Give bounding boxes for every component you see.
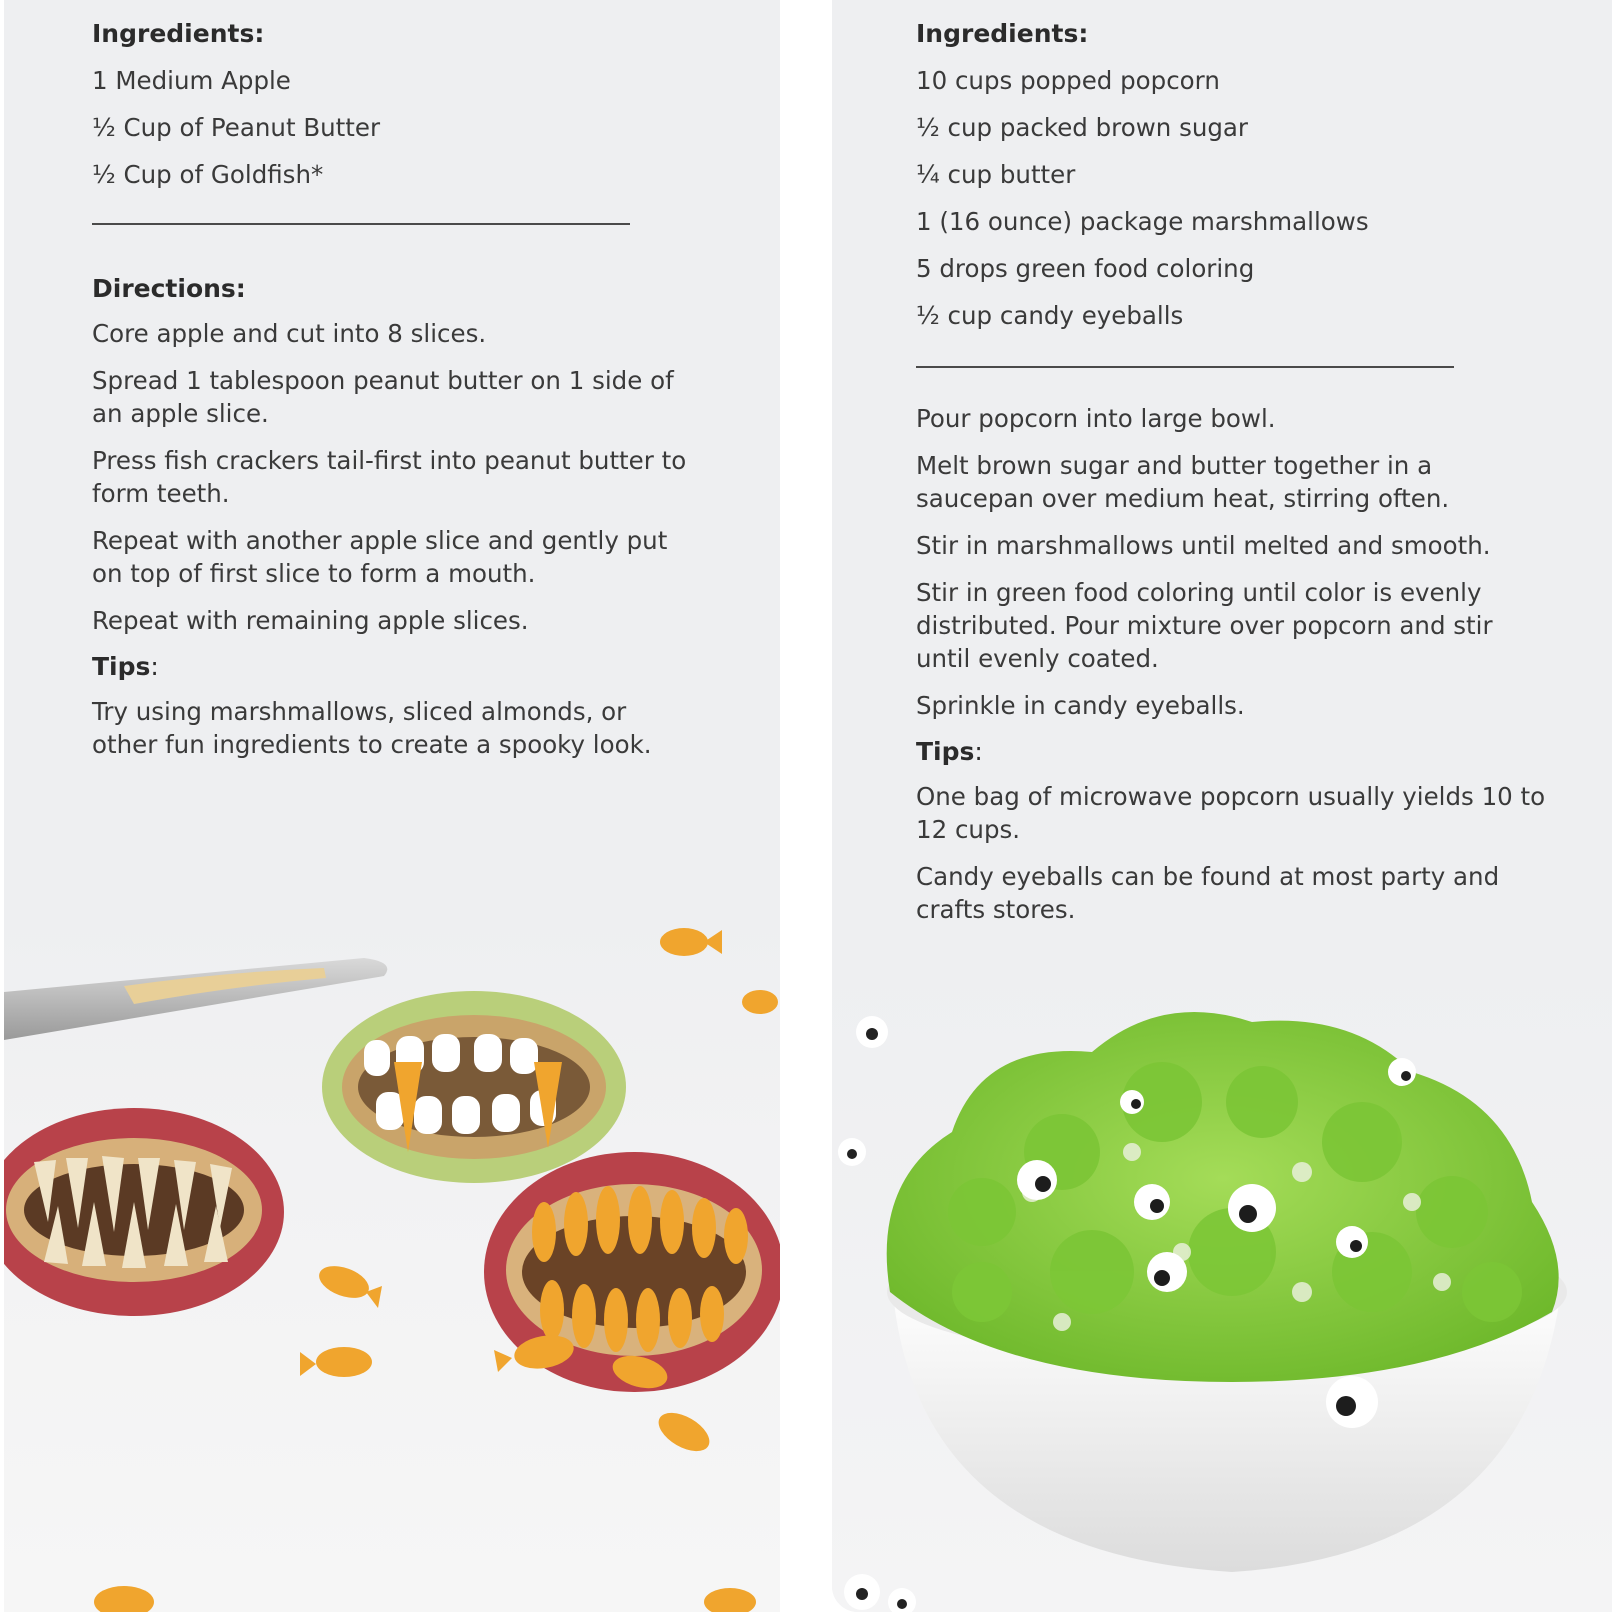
tips-heading-label: Tips — [916, 737, 975, 766]
directions-heading: Directions: — [92, 274, 246, 303]
recipe-text-left — [92, 0, 692, 775]
ingredients-heading: Ingredients: — [92, 19, 265, 48]
direction-step: Press fish crackers tail-first into peanut butter to form teeth. — [92, 446, 687, 508]
recipe-text-right — [916, 0, 1546, 940]
direction-step: Repeat with remaining apple slices. — [92, 606, 529, 635]
monster-popcorn-photo — [832, 952, 1612, 1612]
direction-step: Core apple and cut into 8 slices. — [92, 319, 487, 348]
ingredient-item: 1 (16 ounce) package marshmallows — [916, 207, 1369, 236]
directions-list — [92, 317, 692, 637]
ingredient-item: 5 drops green food coloring — [916, 254, 1255, 283]
ingredients-list — [916, 64, 1546, 332]
ingredient-item: 1 Medium Apple — [92, 66, 291, 95]
tips-list — [916, 780, 1546, 926]
direction-step: Spread 1 tablespoon peanut butter on 1 side of an apple slice. — [92, 366, 674, 428]
tips-heading — [92, 651, 692, 683]
direction-step: Stir in marshmallows until melted and smooth. — [916, 531, 1491, 560]
direction-step: Repeat with another apple slice and gently put on top of first slice to form a mouth. — [92, 526, 668, 588]
tip-item: One bag of microwave popcorn usually yields 10 to 12 cups. — [916, 782, 1546, 844]
tips-heading-colon: : — [974, 737, 983, 766]
ingredient-item: ½ Cup of Goldfish* — [92, 160, 324, 189]
tips-heading-label: Tips — [92, 652, 151, 681]
directions-list — [916, 402, 1546, 722]
ingredient-item: 10 cups popped popcorn — [916, 66, 1220, 95]
ingredient-item: ½ cup packed brown sugar — [916, 113, 1248, 142]
section-divider — [916, 366, 1454, 368]
ingredient-item: ¼ cup butter — [916, 160, 1076, 189]
apple-mouths-photo — [4, 912, 780, 1612]
direction-step: Melt brown sugar and butter together in a saucepan over medium heat, stirring often. — [916, 451, 1450, 513]
direction-step: Pour popcorn into large bowl. — [916, 404, 1276, 433]
direction-step: Sprinkle in candy eyeballs. — [916, 691, 1245, 720]
ingredient-item: ½ Cup of Peanut Butter — [92, 113, 381, 142]
section-divider — [92, 223, 630, 225]
tips-heading-colon: : — [150, 652, 159, 681]
recipe-card-apple-mouths — [4, 0, 780, 1612]
tips-heading — [916, 736, 1546, 768]
recipe-card-monster-popcorn — [832, 0, 1612, 1612]
tip-item: Candy eyeballs can be found at most party and crafts stores. — [916, 862, 1500, 924]
ingredient-item: ½ cup candy eyeballs — [916, 301, 1184, 330]
tips-list — [92, 695, 692, 761]
tip-item: Try using marshmallows, sliced almonds, or other fun ingredients to create a spooky look. — [92, 697, 652, 759]
ingredients-list — [92, 64, 692, 191]
direction-step: Stir in green food coloring until color is evenly distributed. Pour mixture over popcorn and stir until evenly coated. — [916, 578, 1493, 673]
ingredients-heading: Ingredients: — [916, 19, 1089, 48]
